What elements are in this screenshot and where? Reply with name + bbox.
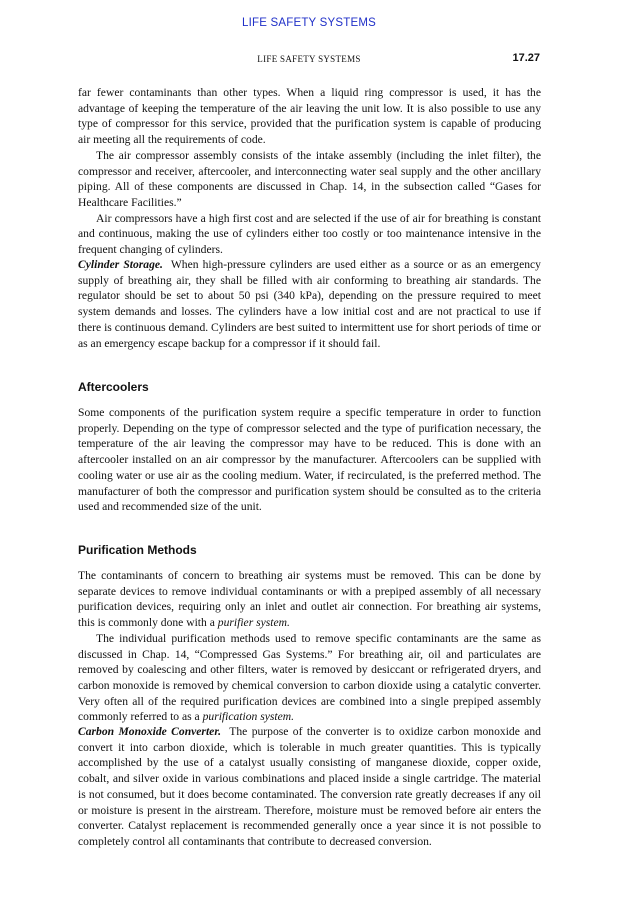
running-head-title: LIFE SAFETY SYSTEMS <box>257 54 361 64</box>
aftercoolers-section <box>78 405 541 515</box>
purification-section <box>78 568 541 725</box>
paragraph-text: The individual purification methods used to remove specific contaminants are the same as discussed in Chap. 14, “Compressed Gas Systems.” For breathing air, oil and particulates are removed by coalescing and other filters, water is removed by desiccant or refrigerated dryers, and carbon monoxide is removed by chemical conversion to carbon dioxide using a catalytic converter. Very often all of the required purification devices are combined into a single prepiped assembly commonly referred to as a <box>78 631 541 724</box>
paragraph: The air compressor assembly consists of the intake assembly (including the inlet filter), the compressor and receiver, aftercooler, and interconnecting water seal supply and the other ancillary piping. All of these components are discussed in Chap. 14, in the subsection called “Gases for Healthcare Facilities.” <box>78 148 541 209</box>
co-converter-section <box>78 724 541 850</box>
running-head <box>78 53 540 67</box>
heading-aftercoolers: Aftercoolers <box>78 380 149 394</box>
section-intro <box>78 85 541 258</box>
paragraph <box>78 631 541 725</box>
runin-heading: Cylinder Storage. <box>78 258 163 271</box>
paragraph-text: The purpose of the converter is to oxidize carbon monoxide and convert it into carbon dioxide, which is tolerable in much greater quantities. This is typically accomplished by the use of a catalyst usually consisting of manganese dioxide, copper oxide, cobalt, and silver oxide in various combinations and placed inside a single cartridge. The material is not consumed, but it does become contaminated. The conversion rate greatly decreases if any oil or moisture is present in the airstream. Therefore, moisture must be removed before air enters the converter. Catalyst replacement is recommended generally once a year since it is not possible to completely control all contaminants that contribute to decreased conversion. <box>78 725 541 848</box>
paragraph: Some components of the purification system require a specific temperature in order to function properly. Depending on the type of compressor selected and the type of purification necessary, the temperature of the air leaving the compressor may have to be reduced. This is done with an aftercooler installed on an air compressor by the manufacturer. Aftercoolers can be supplied with cooling water or use air as the cooling medium. Water, if recirculated, is the preferred method. The manufacturer of both the compressor and purification system should be consulted as to the criteria used and recommended size of the unit. <box>78 406 541 514</box>
top-banner: LIFE SAFETY SYSTEMS <box>242 17 376 29</box>
cylinder-storage-section <box>78 257 541 351</box>
page-number: 17.27 <box>512 52 540 64</box>
paragraph-text: The contaminants of concern to breathing air systems must be removed. This can be done by separate devices to remove individual contaminants or with a prepiped assembly of all necessary purification devices, requiring only an inlet and outlet air connection. For breathing air systems, this is commonly done with a <box>78 569 541 630</box>
paragraph <box>78 724 541 850</box>
paragraph-text: When high-pressure cylinders are used either as a source or as an emergency supply of breathing air, they shall be filled with air conforming to breathing air standards. The regulator should be set to about 50 psi (340 kPa), depending on the pressure required to meet system demands and losses. The cylinders have a low initial cost and are not practical to use if there is continuous demand. Cylinders are best suited to intermittent use for short periods of time or as an emergency escape backup for a compressor if it should fail. <box>78 258 541 350</box>
paragraph <box>78 257 541 351</box>
paragraph: Air compressors have a high first cost and are selected if the use of air for breathing is constant and continuous, making the use of cylinders either too costly or too maintenance intensive in the frequent changing of cylinders. <box>78 211 541 257</box>
italic-term: purifier system. <box>217 616 290 630</box>
italic-term: purification system. <box>202 710 295 724</box>
paragraph: far fewer contaminants than other types. When a liquid ring compressor is used, it has the advantage of keeping the temperature of the air leaving the unit low. It is also possible to use any type of compressor for this service, provided that the purification system is capable of producing air meeting all the requirements of code. <box>78 86 541 147</box>
paragraph <box>78 568 541 631</box>
heading-purification-methods: Purification Methods <box>78 543 197 557</box>
runin-heading: Carbon Monoxide Converter. <box>78 725 222 738</box>
